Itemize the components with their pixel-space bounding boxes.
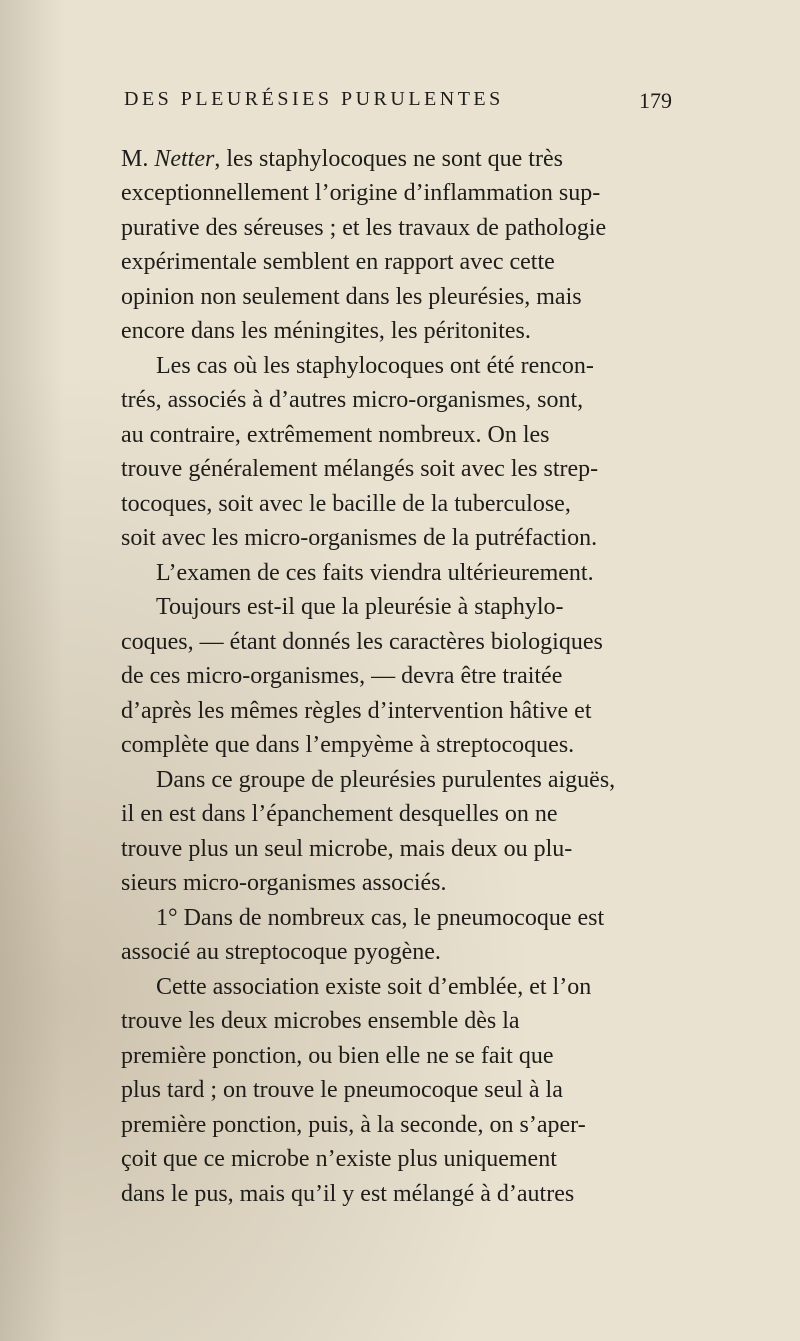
- text-line: Toujours est-il que la pleurésie à staphylo-: [156, 594, 564, 620]
- text-line: au contraire, extrêmement nombreux. On les: [121, 422, 550, 448]
- text-line: trouve généralement mélangés soit avec les strep-: [121, 456, 599, 482]
- text-line: L’examen de ces faits viendra ultérieurement.: [156, 560, 594, 586]
- text-line: première ponction, ou bien elle ne se fait que: [121, 1043, 554, 1069]
- text-line: il en est dans l’épanchement desquelles on ne: [121, 801, 558, 827]
- text-line: dans le pus, mais qu’il y est mélangé à d’autres: [121, 1181, 575, 1207]
- text-line: trouve plus un seul microbe, mais deux ou plu-: [121, 836, 573, 862]
- text-line: purative des séreuses ; et les travaux de pathologie: [121, 215, 607, 241]
- text-line: associé au streptocoque pyogène.: [121, 939, 441, 965]
- text-line: exceptionnellement l’origine d’inflammation sup-: [121, 180, 601, 206]
- text-line: M. Netter, les staphylocoques ne sont que très: [121, 143, 800, 183]
- text-line: première ponction, puis, à la seconde, on s’aper-: [121, 1112, 586, 1138]
- text-line: Cette association existe soit d’emblée, et l’on: [156, 974, 592, 1000]
- text-line: Les cas où les staphylocoques ont été rencon-: [156, 353, 594, 379]
- page-number: 179: [639, 88, 672, 113]
- text-line: çoit que ce microbe n’existe plus uniquement: [121, 1146, 557, 1172]
- page-header: [0, 88, 800, 128]
- text-line: trés, associés à d’autres micro-organismes, sont,: [121, 387, 584, 413]
- text-line: de ces micro-organismes, — devra être traitée: [121, 663, 563, 689]
- text-line: 1° Dans de nombreux cas, le pneumocoque est: [156, 905, 605, 931]
- text-line: soit avec les micro-organismes de la putréfaction.: [121, 525, 598, 551]
- text-line: d’après les mêmes règles d’intervention hâtive et: [121, 698, 592, 724]
- text-line: plus tard ; on trouve le pneumocoque seul à la: [121, 1077, 563, 1103]
- text-line: expérimentale semblent en rapport avec cette: [121, 249, 555, 275]
- text-line: tocoques, soit avec le bacille de la tuberculose,: [121, 491, 571, 517]
- running-head: DES PLEURÉSIES PURULENTES: [124, 88, 504, 110]
- author-name: Netter: [154, 146, 215, 172]
- text-line: sieurs micro-organismes associés.: [121, 870, 447, 896]
- text-line: trouve les deux microbes ensemble dès la: [121, 1008, 520, 1034]
- text-line: opinion non seulement dans les pleurésies, mais: [121, 284, 582, 310]
- text-line: complète que dans l’empyème à streptocoques.: [121, 732, 575, 758]
- text-line: encore dans les méningites, les péritonites.: [121, 318, 531, 344]
- text-line: coques, — étant donnés les caractères biologiques: [121, 629, 603, 655]
- text-line: Dans ce groupe de pleurésies purulentes aiguës,: [156, 767, 616, 793]
